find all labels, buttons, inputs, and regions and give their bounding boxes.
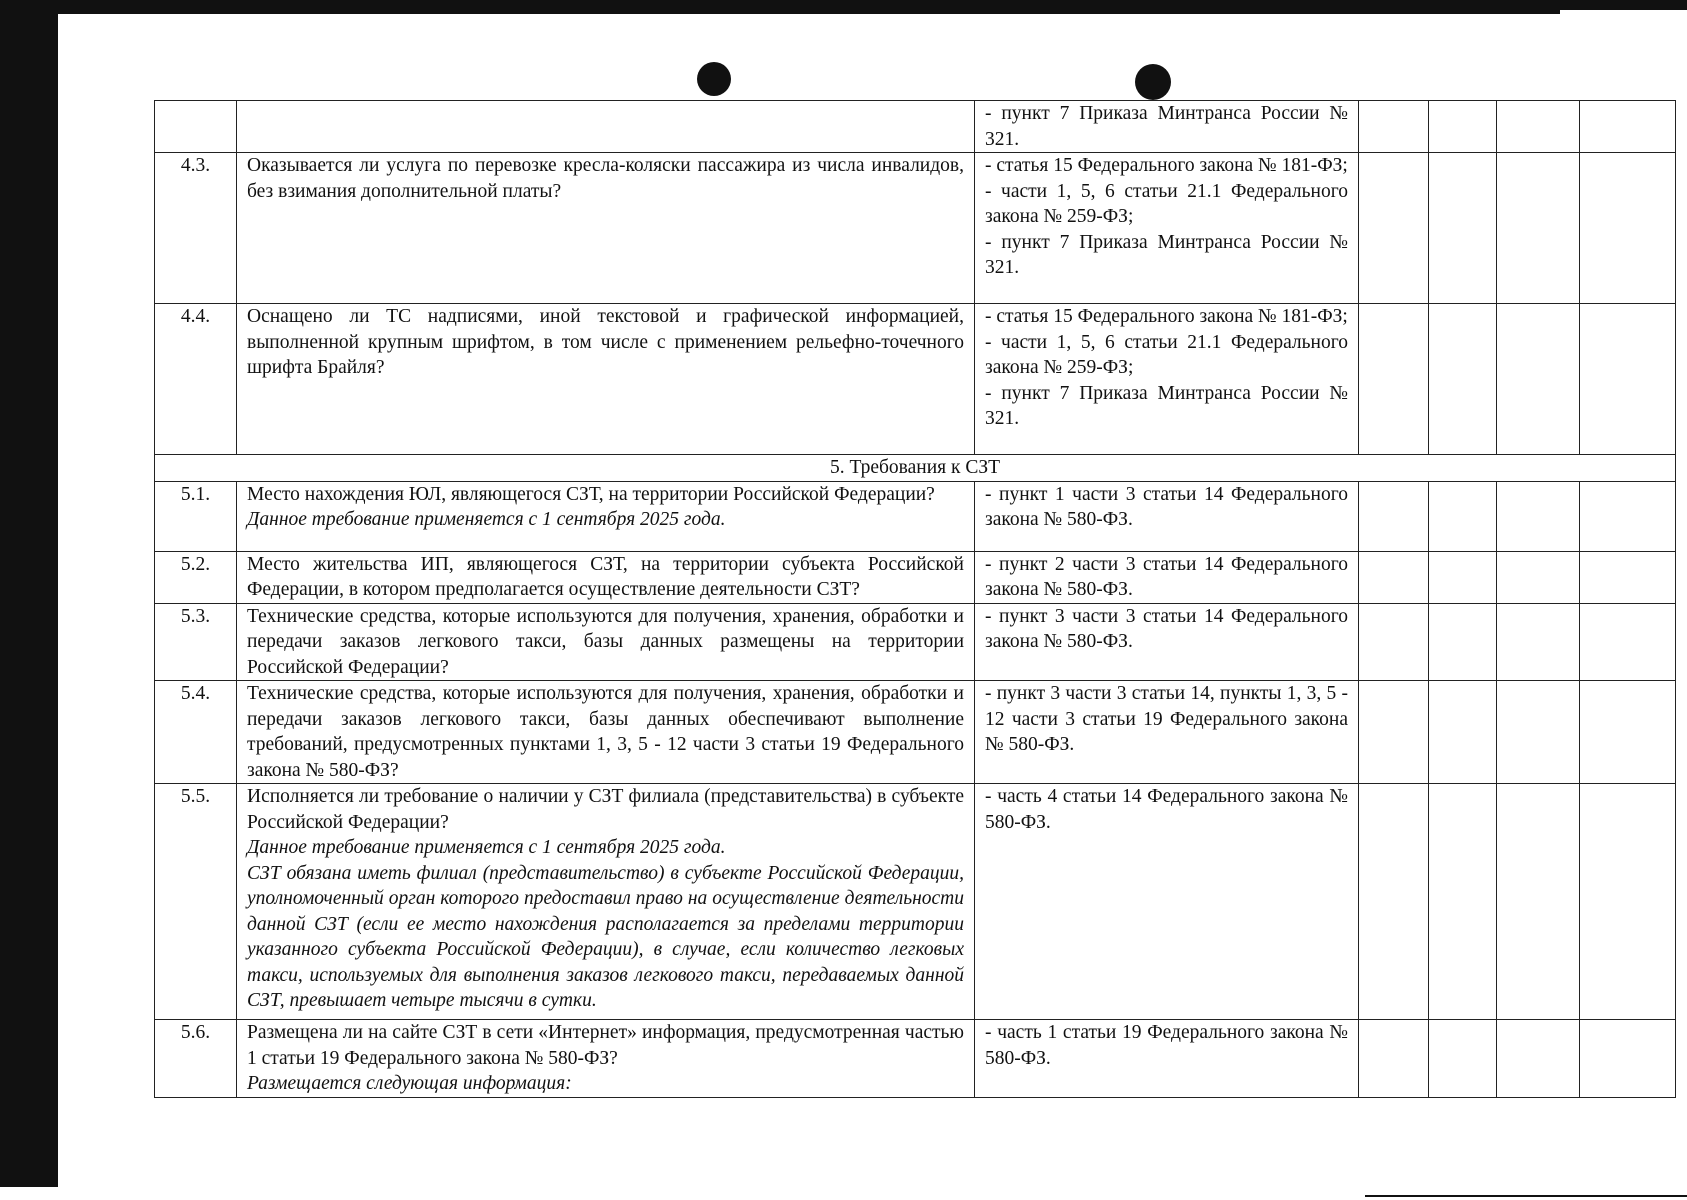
answer-cell xyxy=(1359,153,1429,304)
question-note: Данное требование применяется с 1 сентября 2025 года. xyxy=(247,509,726,530)
table-row xyxy=(155,1020,1676,1098)
scan-border-top xyxy=(0,0,1687,10)
legal-reference: - пункт 7 Приказа Минтранса России № 321. xyxy=(985,382,1348,429)
legal-reference: - пункт 7 Приказа Минтранса России № 321. xyxy=(985,231,1348,278)
legal-reference: - пункт 1 части 3 статьи 14 Федерального закона № 580-ФЗ. xyxy=(985,483,1348,530)
answer-cell xyxy=(1497,551,1580,603)
answer-cell xyxy=(1580,681,1676,784)
answer-cell xyxy=(1429,603,1497,681)
question-text: Место жительства ИП, являющегося СЗТ, на территории субъекта Российской Федерации, в котором предполагается осуществление деятельности СЗТ? xyxy=(247,553,964,600)
answer-cell xyxy=(1429,1020,1497,1098)
legal-reference: - части 1, 5, 6 статьи 21.1 Федерального закона № 259-ФЗ; xyxy=(985,331,1348,378)
answer-cell xyxy=(1429,681,1497,784)
table-row xyxy=(155,784,1676,1020)
answer-cell xyxy=(1359,784,1429,1020)
answer-cell xyxy=(1359,304,1429,455)
item-number: 4.3. xyxy=(155,153,237,304)
question-note: СЗТ обязана иметь филиал (представительство) в субъекте Российской Федерации, уполномоченный орган которого предоставил право на осуществление деятельности данной СЗТ (если ее место нахождения располагается за пределами территории указанного субъекта Российской Федерации), в случае, если количество легковых такси, используемых для выполнения заказов легкового такси, передаваемых данной СЗТ, превышает четыре тысячи в сутки. xyxy=(247,862,964,1011)
punch-hole xyxy=(1135,64,1171,100)
question-cell xyxy=(237,1020,975,1098)
legal-reference: - части 1, 5, 6 статьи 21.1 Федерального закона № 259-ФЗ; xyxy=(985,180,1348,227)
answer-cell xyxy=(1580,153,1676,304)
table-row xyxy=(155,603,1676,681)
answer-cell xyxy=(1429,101,1497,153)
answer-cell xyxy=(1580,551,1676,603)
legal-reference-cell xyxy=(975,603,1359,681)
answer-cell xyxy=(1580,481,1676,551)
answer-cell xyxy=(1580,1020,1676,1098)
answer-cell xyxy=(1359,603,1429,681)
table-row xyxy=(155,681,1676,784)
answer-cell xyxy=(1429,304,1497,455)
question-text: Оснащено ли ТС надписями, иной текстовой и графической информацией, выполненной крупным шрифтом, в том числе с применением рельефно-точечного шрифта Брайля? xyxy=(247,306,964,378)
item-number: 5.5. xyxy=(155,784,237,1020)
table-row xyxy=(155,481,1676,551)
answer-cell xyxy=(1580,784,1676,1020)
legal-reference-cell xyxy=(975,304,1359,455)
answer-cell xyxy=(1497,101,1580,153)
answer-cell xyxy=(1580,603,1676,681)
question-text: Технические средства, которые используются для получения, хранения, обработки и передачи заказов легкового такси, базы данных обеспечивают выполнение требований, предусмотренных пунктами 1, 3, 5 - 12 части 3 статьи 19 Федерального закона № 580-ФЗ? xyxy=(247,683,964,781)
item-number xyxy=(155,101,237,153)
answer-cell xyxy=(1359,681,1429,784)
legal-reference: - пункт 3 части 3 статьи 14, пункты 1, 3, 5 - 12 части 3 статьи 19 Федерального закона № 580-ФЗ. xyxy=(985,683,1348,755)
answer-cell xyxy=(1429,784,1497,1020)
legal-reference: - пункт 7 Приказа Минтранса России № 321. xyxy=(985,103,1348,150)
answer-cell xyxy=(1497,603,1580,681)
item-number: 5.2. xyxy=(155,551,237,603)
legal-reference: - часть 1 статьи 19 Федерального закона № 580-ФЗ. xyxy=(985,1022,1348,1069)
question-note: Данное требование применяется с 1 сентября 2025 года. xyxy=(247,837,726,858)
legal-reference-cell xyxy=(975,551,1359,603)
item-number: 5.6. xyxy=(155,1020,237,1098)
legal-reference: - пункт 2 части 3 статьи 14 Федерального закона № 580-ФЗ. xyxy=(985,553,1348,600)
question-cell xyxy=(237,101,975,153)
answer-cell xyxy=(1359,551,1429,603)
question-text: Оказывается ли услуга по перевозке кресла-коляски пассажира из числа инвалидов, без взимания дополнительной платы? xyxy=(247,155,964,202)
answer-cell xyxy=(1359,1020,1429,1098)
question-cell xyxy=(237,153,975,304)
scan-bottom-line xyxy=(1365,1195,1687,1197)
item-number: 5.3. xyxy=(155,603,237,681)
legal-reference-cell xyxy=(975,101,1359,153)
answer-cell xyxy=(1429,153,1497,304)
legal-reference: - пункт 3 части 3 статьи 14 Федерального закона № 580-ФЗ. xyxy=(985,605,1348,652)
answer-cell xyxy=(1497,1020,1580,1098)
question-cell xyxy=(237,603,975,681)
question-cell xyxy=(237,481,975,551)
item-number: 4.4. xyxy=(155,304,237,455)
legal-reference-cell xyxy=(975,153,1359,304)
answer-cell xyxy=(1497,304,1580,455)
legal-reference: - часть 4 статьи 14 Федерального закона № 580-ФЗ. xyxy=(985,786,1348,833)
table-body xyxy=(155,101,1676,1098)
question-cell xyxy=(237,784,975,1020)
punch-hole xyxy=(697,62,731,96)
answer-cell xyxy=(1497,784,1580,1020)
legal-reference-cell xyxy=(975,681,1359,784)
item-number: 5.1. xyxy=(155,481,237,551)
item-number: 5.4. xyxy=(155,681,237,784)
legal-reference-cell xyxy=(975,784,1359,1020)
question-text: Исполняется ли требование о наличии у СЗТ филиала (представительства) в субъекте Российской Федерации? xyxy=(247,786,964,833)
table-row xyxy=(155,304,1676,455)
answer-cell xyxy=(1497,153,1580,304)
question-cell xyxy=(237,681,975,784)
section-title: 5. Требования к СЗТ xyxy=(155,455,1676,482)
table-row xyxy=(155,153,1676,304)
answer-cell xyxy=(1580,101,1676,153)
answer-cell xyxy=(1497,481,1580,551)
table-row xyxy=(155,551,1676,603)
answer-cell xyxy=(1359,481,1429,551)
question-cell xyxy=(237,304,975,455)
answer-cell xyxy=(1359,101,1429,153)
question-note: Размещается следующая информация: xyxy=(247,1073,572,1094)
answer-cell xyxy=(1497,681,1580,784)
scan-border-left xyxy=(0,0,58,1187)
scan-border-top-inner xyxy=(0,10,1560,14)
answer-cell xyxy=(1429,481,1497,551)
answer-cell xyxy=(1429,551,1497,603)
legal-reference-cell xyxy=(975,1020,1359,1098)
section-row xyxy=(155,455,1676,482)
requirements-table xyxy=(154,100,1676,1098)
question-text: Место нахождения ЮЛ, являющегося СЗТ, на территории Российской Федерации? xyxy=(247,483,935,505)
question-cell xyxy=(237,551,975,603)
legal-reference: - статья 15 Федерального закона № 181-ФЗ; xyxy=(985,306,1348,327)
table-row xyxy=(155,101,1676,153)
question-text: Размещена ли на сайте СЗТ в сети «Интернет» информация, предусмотренная частью 1 статьи 19 Федерального закона № 580-ФЗ? xyxy=(247,1022,964,1069)
legal-reference-cell xyxy=(975,481,1359,551)
answer-cell xyxy=(1580,304,1676,455)
legal-reference: - статья 15 Федерального закона № 181-ФЗ; xyxy=(985,155,1348,176)
question-text: Технические средства, которые используются для получения, хранения, обработки и передачи заказов легкового такси, базы данных размещены на территории Российской Федерации? xyxy=(247,605,964,678)
